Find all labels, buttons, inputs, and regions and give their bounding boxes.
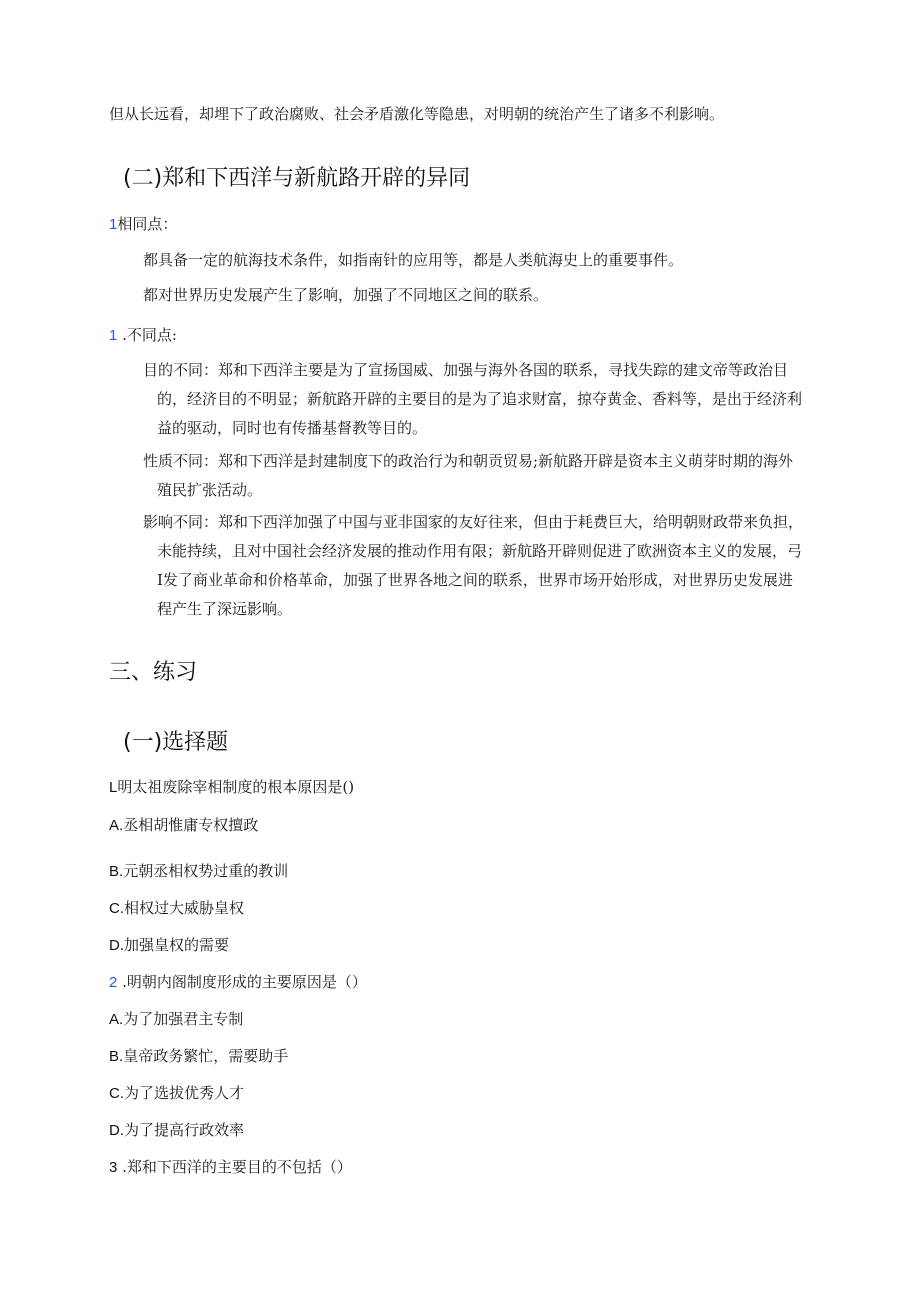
item-label: 相同点： — [117, 215, 178, 233]
difference-purpose-text: 目的不同：郑和下西洋主要是为了宣扬国威、加强与海外各国的联系，寻找失踪的建文帝等政治目的，经济目的不明显；新航路开辟的主要目的是为了追求财富，掠夺黄金、香料等，是出于经济利益的驱动，同时也有传播基督教等目的。 — [143, 361, 803, 437]
question-option — [109, 1009, 243, 1030]
difference-impact — [143, 508, 803, 624]
option-letter: B. — [109, 1048, 124, 1065]
option-text: 相权过大威胁皇权 — [124, 899, 245, 917]
difference-nature-text: 性质不同：郑和下西洋是封建制度下的政治行为和朝贡贸易;新航路开辟是资本主义萌芽时期的海外殖民扩张活动。 — [143, 452, 794, 499]
option-letter: B. — [109, 863, 124, 880]
question-text: .郑和下西洋的主要目的不包括（） — [117, 1158, 352, 1176]
difference-impact-text: 影响不同：郑和下西洋加强了中国与亚非国家的友好往来，但由于耗费巨大，给明朝财政带来负担，未能持续，且对中国社会经济发展的推动作用有限；新航路开辟则促进了欧洲资本主义的发展，弓I发了商业革命和价格革命，加强了世界各地之间的联系，世界市场开始形成，对世界历史发展进程产生了深远影响。 — [143, 513, 804, 618]
differences-label — [109, 325, 177, 346]
option-letter: D. — [109, 937, 124, 954]
question-option — [109, 1083, 244, 1104]
similarity-line: 都具备一定的航海技术条件，如指南针的应用等，都是人类航海史上的重要事件。 — [143, 251, 684, 269]
section-heading-practice: 三、练习 — [109, 660, 198, 685]
similarity-line: 都对世界历史发展产生了影响，加强了不同地区之间的联系。 — [143, 286, 549, 304]
question-option — [109, 815, 258, 836]
option-text: 皇帝政务繁忙，需要助手 — [123, 1047, 289, 1065]
option-text: 为了提高行政效率 — [124, 1121, 245, 1139]
option-text: 丞相胡惟庸专权擅政 — [123, 816, 259, 834]
option-text: 为了加强君主专制 — [123, 1010, 244, 1028]
question-text: .明朝内阁制度形成的主要原因是（） — [117, 973, 367, 991]
subsection-heading-multiple-choice: (一)选择题 — [123, 730, 229, 755]
item-number: 1 — [109, 216, 118, 233]
difference-purpose — [143, 356, 803, 443]
difference-nature — [143, 447, 803, 505]
question-option — [109, 861, 288, 882]
option-letter: C. — [109, 900, 124, 917]
option-text: 加强皇权的需要 — [124, 936, 230, 954]
question-2 — [109, 972, 367, 993]
option-text: 为了选拔优秀人才 — [124, 1084, 245, 1102]
question-1 — [109, 777, 354, 798]
question-option — [109, 1046, 288, 1067]
question-text: 明太祖废除宰相制度的根本原因是() — [117, 778, 355, 796]
similarities-label — [109, 214, 177, 235]
option-letter: D. — [109, 1122, 124, 1139]
section-heading-zhenghe-comparison: (二)郑和下西洋与新航路开辟的异同 — [123, 166, 471, 191]
question-number: 3 — [109, 1159, 118, 1176]
question-3 — [109, 1157, 352, 1178]
question-option — [109, 1120, 244, 1141]
item-label: .不同点: — [117, 326, 177, 344]
question-option — [109, 935, 229, 956]
intro-line: 但从长远看，却埋下了政治腐败、社会矛盾激化等隐患，对明朝的统治产生了诸多不利影响。 — [109, 105, 725, 123]
option-letter: A. — [109, 1011, 124, 1028]
question-number: L — [109, 779, 118, 796]
option-text: 元朝丞相权势过重的教训 — [123, 862, 289, 880]
question-option — [109, 898, 244, 919]
question-number: 2 — [109, 974, 118, 991]
option-letter: C. — [109, 1085, 124, 1102]
option-letter: A. — [109, 817, 124, 834]
item-number: 1 — [109, 327, 118, 344]
